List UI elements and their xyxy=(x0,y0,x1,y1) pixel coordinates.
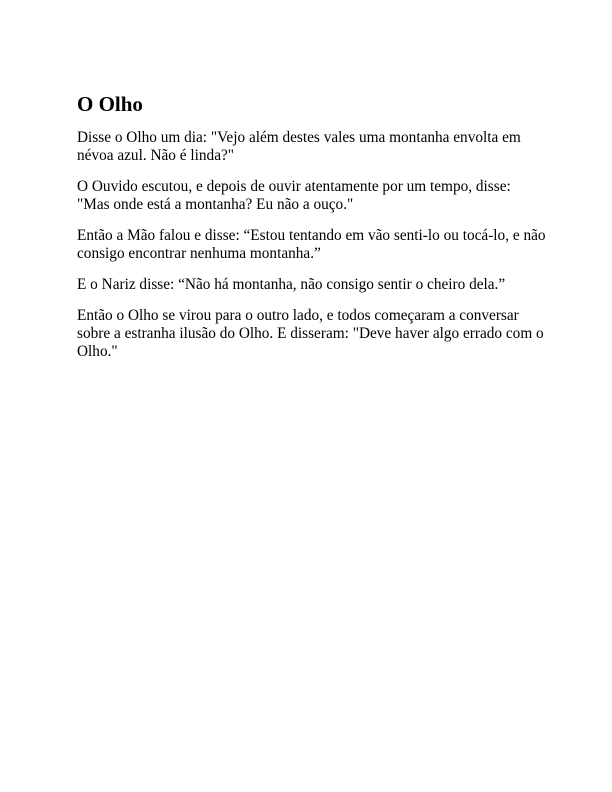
document-page xyxy=(77,92,547,374)
paragraph-nose-replies: E o Nariz disse: “Não há montanha, não consigo sentir o cheiro dela.” xyxy=(77,276,506,293)
paragraph-conclusion: Então o Olho se virou para o outro lado, e todos começaram a conversar sobre a estranha ilusão do Olho. E disseram: "Deve haver algo errado com o Olho." xyxy=(77,307,544,360)
paragraph-hand-replies: Então a Mão falou e disse: “Estou tentando em vão senti-lo ou tocá-lo, e não consigo encontrar nenhuma montanha.” xyxy=(77,227,546,262)
paragraph-eye-speaks: Disse o Olho um dia: "Vejo além destes vales uma montanha envolta em névoa azul. Não é linda?" xyxy=(77,129,521,164)
document-title: O Olho xyxy=(77,92,143,116)
paragraph-ear-replies: O Ouvido escutou, e depois de ouvir atentamente por um tempo, disse: "Mas onde está a montanha? Eu não a ouço." xyxy=(77,178,511,213)
